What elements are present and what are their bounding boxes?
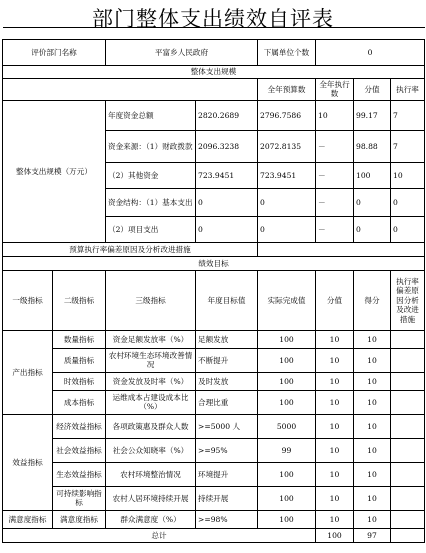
header-target: 年度目标值 bbox=[196, 270, 258, 330]
perf-actual: 100 bbox=[258, 348, 316, 372]
scale-actual: 0 bbox=[258, 188, 316, 216]
perf-level3: 农村环境生态环境改善情况 bbox=[106, 348, 196, 372]
scale-row bbox=[3, 100, 425, 130]
scale-rate: 98.88 bbox=[354, 130, 391, 162]
units-label: 下属单位个数 bbox=[258, 40, 316, 66]
perf-score: 10 bbox=[316, 462, 354, 486]
perf-level3: 群众满意度（%） bbox=[106, 510, 196, 528]
perf-level2: 数量指标 bbox=[53, 330, 106, 348]
header-completed: 实际完成值 bbox=[258, 270, 316, 330]
header-level1: 一级指标 bbox=[3, 270, 53, 330]
perf-reason bbox=[391, 330, 425, 348]
units-value: 0 bbox=[316, 40, 425, 66]
header-budget: 全年预算数 bbox=[258, 79, 316, 101]
perf-header-row bbox=[3, 270, 425, 330]
perf-actual: 100 bbox=[258, 486, 316, 510]
scale-got: 7 bbox=[391, 100, 425, 130]
scale-budget: 0 bbox=[196, 216, 258, 242]
perf-score: 10 bbox=[316, 390, 354, 414]
perf-actual: 100 bbox=[258, 462, 316, 486]
total-reason bbox=[391, 528, 425, 542]
scale-score: － bbox=[316, 162, 354, 188]
scale-budget: 723.9451 bbox=[196, 162, 258, 188]
perf-level2: 生态效益指标 bbox=[53, 462, 106, 486]
perf-level3: 运维成本占建设成本比（%） bbox=[106, 390, 196, 414]
perf-actual: 99 bbox=[258, 438, 316, 462]
perf-level2: 质量指标 bbox=[53, 348, 106, 372]
perf-target: >=98% bbox=[196, 510, 258, 528]
header-perf-got: 得分 bbox=[354, 270, 391, 330]
scale-actual: 2072.8135 bbox=[258, 130, 316, 162]
perf-level3: 各项政策惠及群众人数 bbox=[106, 414, 196, 438]
perf-actual: 100 bbox=[258, 510, 316, 528]
total-got: 97 bbox=[354, 528, 391, 542]
header-level3: 三级指标 bbox=[106, 270, 196, 330]
scale-section-title: 整体支出规模 bbox=[3, 66, 425, 79]
perf-target: >=95% bbox=[196, 438, 258, 462]
perf-target: 不断提升 bbox=[196, 348, 258, 372]
spacer-row bbox=[3, 28, 425, 40]
total-row bbox=[3, 528, 425, 542]
perf-reason bbox=[391, 438, 425, 462]
scale-budget: 2096.3238 bbox=[196, 130, 258, 162]
perf-level2: 可持续影响指标 bbox=[53, 486, 106, 510]
perf-actual: 5000 bbox=[258, 414, 316, 438]
group-benefit: 效益指标 bbox=[3, 414, 53, 510]
scale-rate: 99.17 bbox=[354, 100, 391, 130]
perf-reason bbox=[391, 348, 425, 372]
deviation-label: 预算执行率偏差原因及分析改进措施 bbox=[3, 242, 258, 256]
info-row bbox=[3, 40, 425, 66]
header-perf-score: 分值 bbox=[316, 270, 354, 330]
scale-row-label: 资金结构：（1）基本支出 bbox=[106, 188, 196, 216]
perf-target: 足额发放 bbox=[196, 330, 258, 348]
deviation-value bbox=[258, 242, 425, 256]
perf-row bbox=[3, 330, 425, 348]
scale-row-label: （2）其他资金 bbox=[106, 162, 196, 188]
perf-level3: 农村环境整治情况 bbox=[106, 462, 196, 486]
header-rate: 执行率 bbox=[391, 79, 425, 101]
perf-row bbox=[3, 462, 425, 486]
perf-target: 及时发放 bbox=[196, 372, 258, 390]
perf-reason bbox=[391, 486, 425, 510]
perf-got: 10 bbox=[354, 372, 391, 390]
header-level2: 二级指标 bbox=[53, 270, 106, 330]
perf-score: 10 bbox=[316, 330, 354, 348]
scale-section-row bbox=[3, 66, 425, 79]
scale-got: 10 bbox=[391, 162, 425, 188]
perf-actual: 100 bbox=[258, 372, 316, 390]
scale-row-label: 年度资金总额 bbox=[106, 100, 196, 130]
scale-row-label: 资金来源：（1）财政拨款 bbox=[106, 130, 196, 162]
scale-budget: 2820.2689 bbox=[196, 100, 258, 130]
perf-level3: 农村人居环境持续开展 bbox=[106, 486, 196, 510]
header-score: 分值 bbox=[354, 79, 391, 101]
perf-got: 10 bbox=[354, 462, 391, 486]
perf-actual: 100 bbox=[258, 390, 316, 414]
scale-got: 0 bbox=[391, 216, 425, 242]
perf-level3: 资金发放及时率（%） bbox=[106, 372, 196, 390]
scale-header-row bbox=[3, 79, 425, 101]
perf-row bbox=[3, 348, 425, 372]
perf-score: 10 bbox=[316, 348, 354, 372]
evaluation-table bbox=[2, 27, 425, 543]
scale-actual: 723.9451 bbox=[258, 162, 316, 188]
perf-row bbox=[3, 438, 425, 462]
perf-row bbox=[3, 372, 425, 390]
perf-section-row bbox=[3, 256, 425, 270]
dept-label: 评价部门名称 bbox=[3, 40, 106, 66]
perf-level2: 经济效益指标 bbox=[53, 414, 106, 438]
perf-level2: 时效指标 bbox=[53, 372, 106, 390]
scale-rate: 0 bbox=[354, 188, 391, 216]
perf-target: 环境提升 bbox=[196, 462, 258, 486]
perf-level2: 满意度指标 bbox=[53, 510, 106, 528]
perf-row bbox=[3, 486, 425, 510]
perf-score: 10 bbox=[316, 486, 354, 510]
perf-got: 10 bbox=[354, 348, 391, 372]
perf-level3: 社会公众知晓率（%） bbox=[106, 438, 196, 462]
scale-row-label: （2）项目支出 bbox=[106, 216, 196, 242]
perf-reason bbox=[391, 372, 425, 390]
scale-actual: 0 bbox=[258, 216, 316, 242]
perf-row bbox=[3, 390, 425, 414]
scale-rate: 0 bbox=[354, 216, 391, 242]
perf-got: 10 bbox=[354, 390, 391, 414]
dept-value: 平富乡人民政府 bbox=[106, 40, 258, 66]
perf-row bbox=[3, 414, 425, 438]
total-score: 100 bbox=[316, 528, 354, 542]
scale-rate: 100 bbox=[354, 162, 391, 188]
perf-got: 10 bbox=[354, 486, 391, 510]
perf-reason bbox=[391, 510, 425, 528]
scale-budget: 0 bbox=[196, 188, 258, 216]
perf-score: 10 bbox=[316, 414, 354, 438]
scale-main-label: 整体支出规模（万元） bbox=[3, 100, 106, 242]
perf-level2: 社会效益指标 bbox=[53, 438, 106, 462]
scale-actual: 2796.7586 bbox=[258, 100, 316, 130]
header-reason: 执行率偏差原因分析及改进措施 bbox=[391, 270, 425, 330]
perf-actual: 100 bbox=[258, 330, 316, 348]
perf-reason bbox=[391, 414, 425, 438]
scale-got: 7 bbox=[391, 130, 425, 162]
perf-got: 10 bbox=[354, 414, 391, 438]
header-actual: 全年执行数 bbox=[316, 79, 354, 101]
scale-score: － bbox=[316, 216, 354, 242]
group-satisfaction: 满意度指标 bbox=[3, 510, 53, 528]
perf-target: >=5000 人 bbox=[196, 414, 258, 438]
perf-score: 10 bbox=[316, 372, 354, 390]
perf-target: 合理比重 bbox=[196, 390, 258, 414]
perf-row bbox=[3, 510, 425, 528]
perf-score: 10 bbox=[316, 438, 354, 462]
perf-reason bbox=[391, 390, 425, 414]
total-label: 总计 bbox=[3, 528, 316, 542]
deviation-row bbox=[3, 242, 425, 256]
perf-level2: 成本指标 bbox=[53, 390, 106, 414]
perf-got: 10 bbox=[354, 438, 391, 462]
scale-got: 0 bbox=[391, 188, 425, 216]
perf-got: 10 bbox=[354, 510, 391, 528]
scale-score: － bbox=[316, 130, 354, 162]
page-title: 部门整体支出绩效自评表 bbox=[92, 7, 334, 31]
perf-score: 10 bbox=[316, 510, 354, 528]
perf-got: 10 bbox=[354, 330, 391, 348]
perf-level3: 资金足额发放率（%） bbox=[106, 330, 196, 348]
perf-reason bbox=[391, 462, 425, 486]
perf-target: 持续开展 bbox=[196, 486, 258, 510]
perf-section-title: 绩效目标 bbox=[3, 256, 425, 270]
scale-score: － bbox=[316, 188, 354, 216]
scale-score: 10 bbox=[316, 100, 354, 130]
group-output: 产出指标 bbox=[3, 330, 53, 414]
